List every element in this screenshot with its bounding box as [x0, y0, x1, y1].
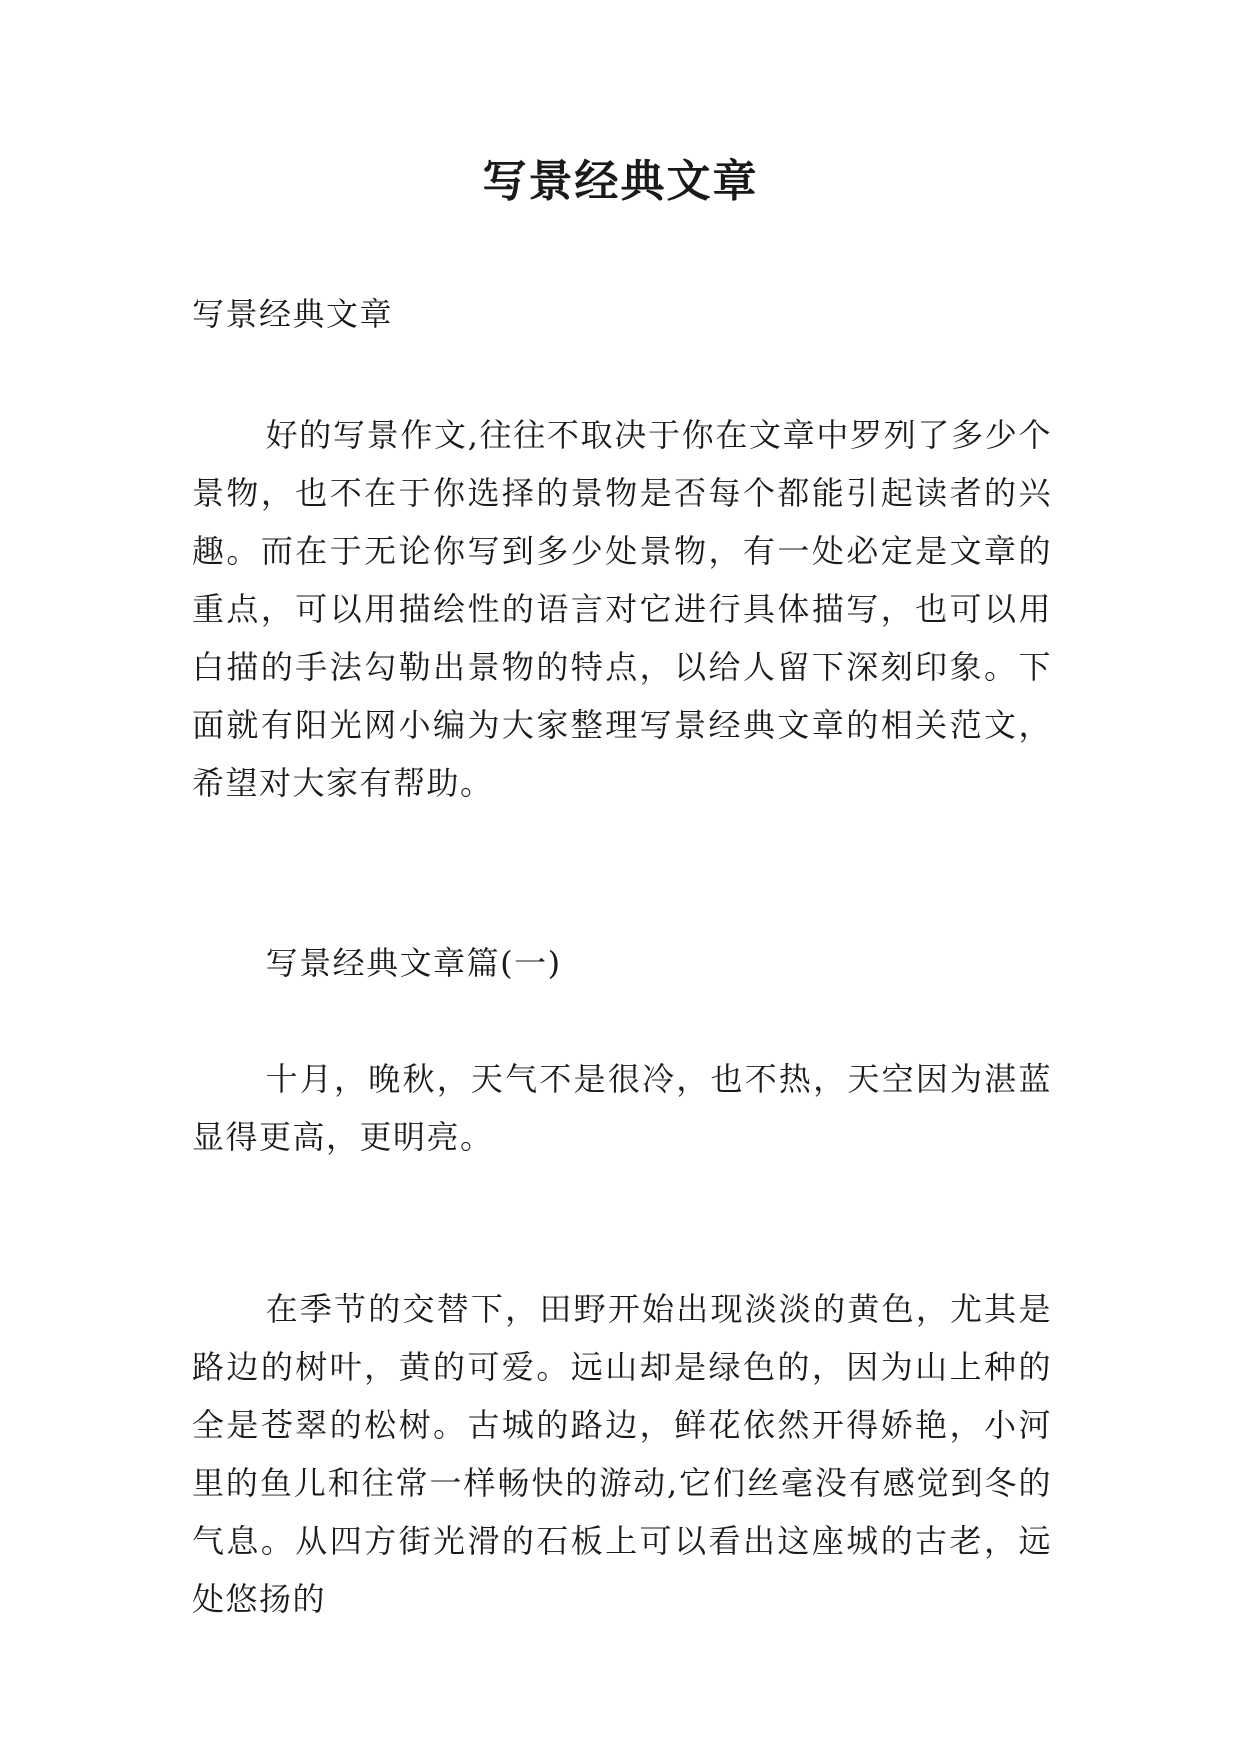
intro-paragraph: 好的写景作文,往往不取决于你在文章中罗列了多少个景物，也不在于你选择的景物是否每个都能引起读者的兴趣。而在于无论你写到多少处景物，有一处必定是文章的重点，可以用描绘性的语言对它进行具体描写，也可以用白描的手法勾勒出景物的特点，以给人留下深刻印象。下面就有阳光网小编为大家整理写景经典文章的相关范文，希望对大家有帮助。	[192, 416, 1052, 802]
section-heading: 写景经典文章篇(一)	[265, 944, 562, 982]
document-label: 写景经典文章	[192, 295, 394, 333]
paragraph-1: 十月，晚秋，天气不是很冷，也不热，天空因为湛蓝显得更高，更明亮。	[192, 1060, 1052, 1156]
paragraph-2: 在季节的交替下，田野开始出现淡淡的黄色，尤其是路边的树叶，黄的可爱。远山却是绿色的，因为山上种的全是苍翠的松树。古城的路边，鲜花依然开得娇艳，小河里的鱼儿和往常一样畅快的游动,它们丝毫没有感觉到冬的气息。从四方街光滑的石板上可以看出这座城的古老，远处悠扬的	[192, 1290, 1052, 1618]
document-title: 写景经典文章	[482, 156, 759, 207]
